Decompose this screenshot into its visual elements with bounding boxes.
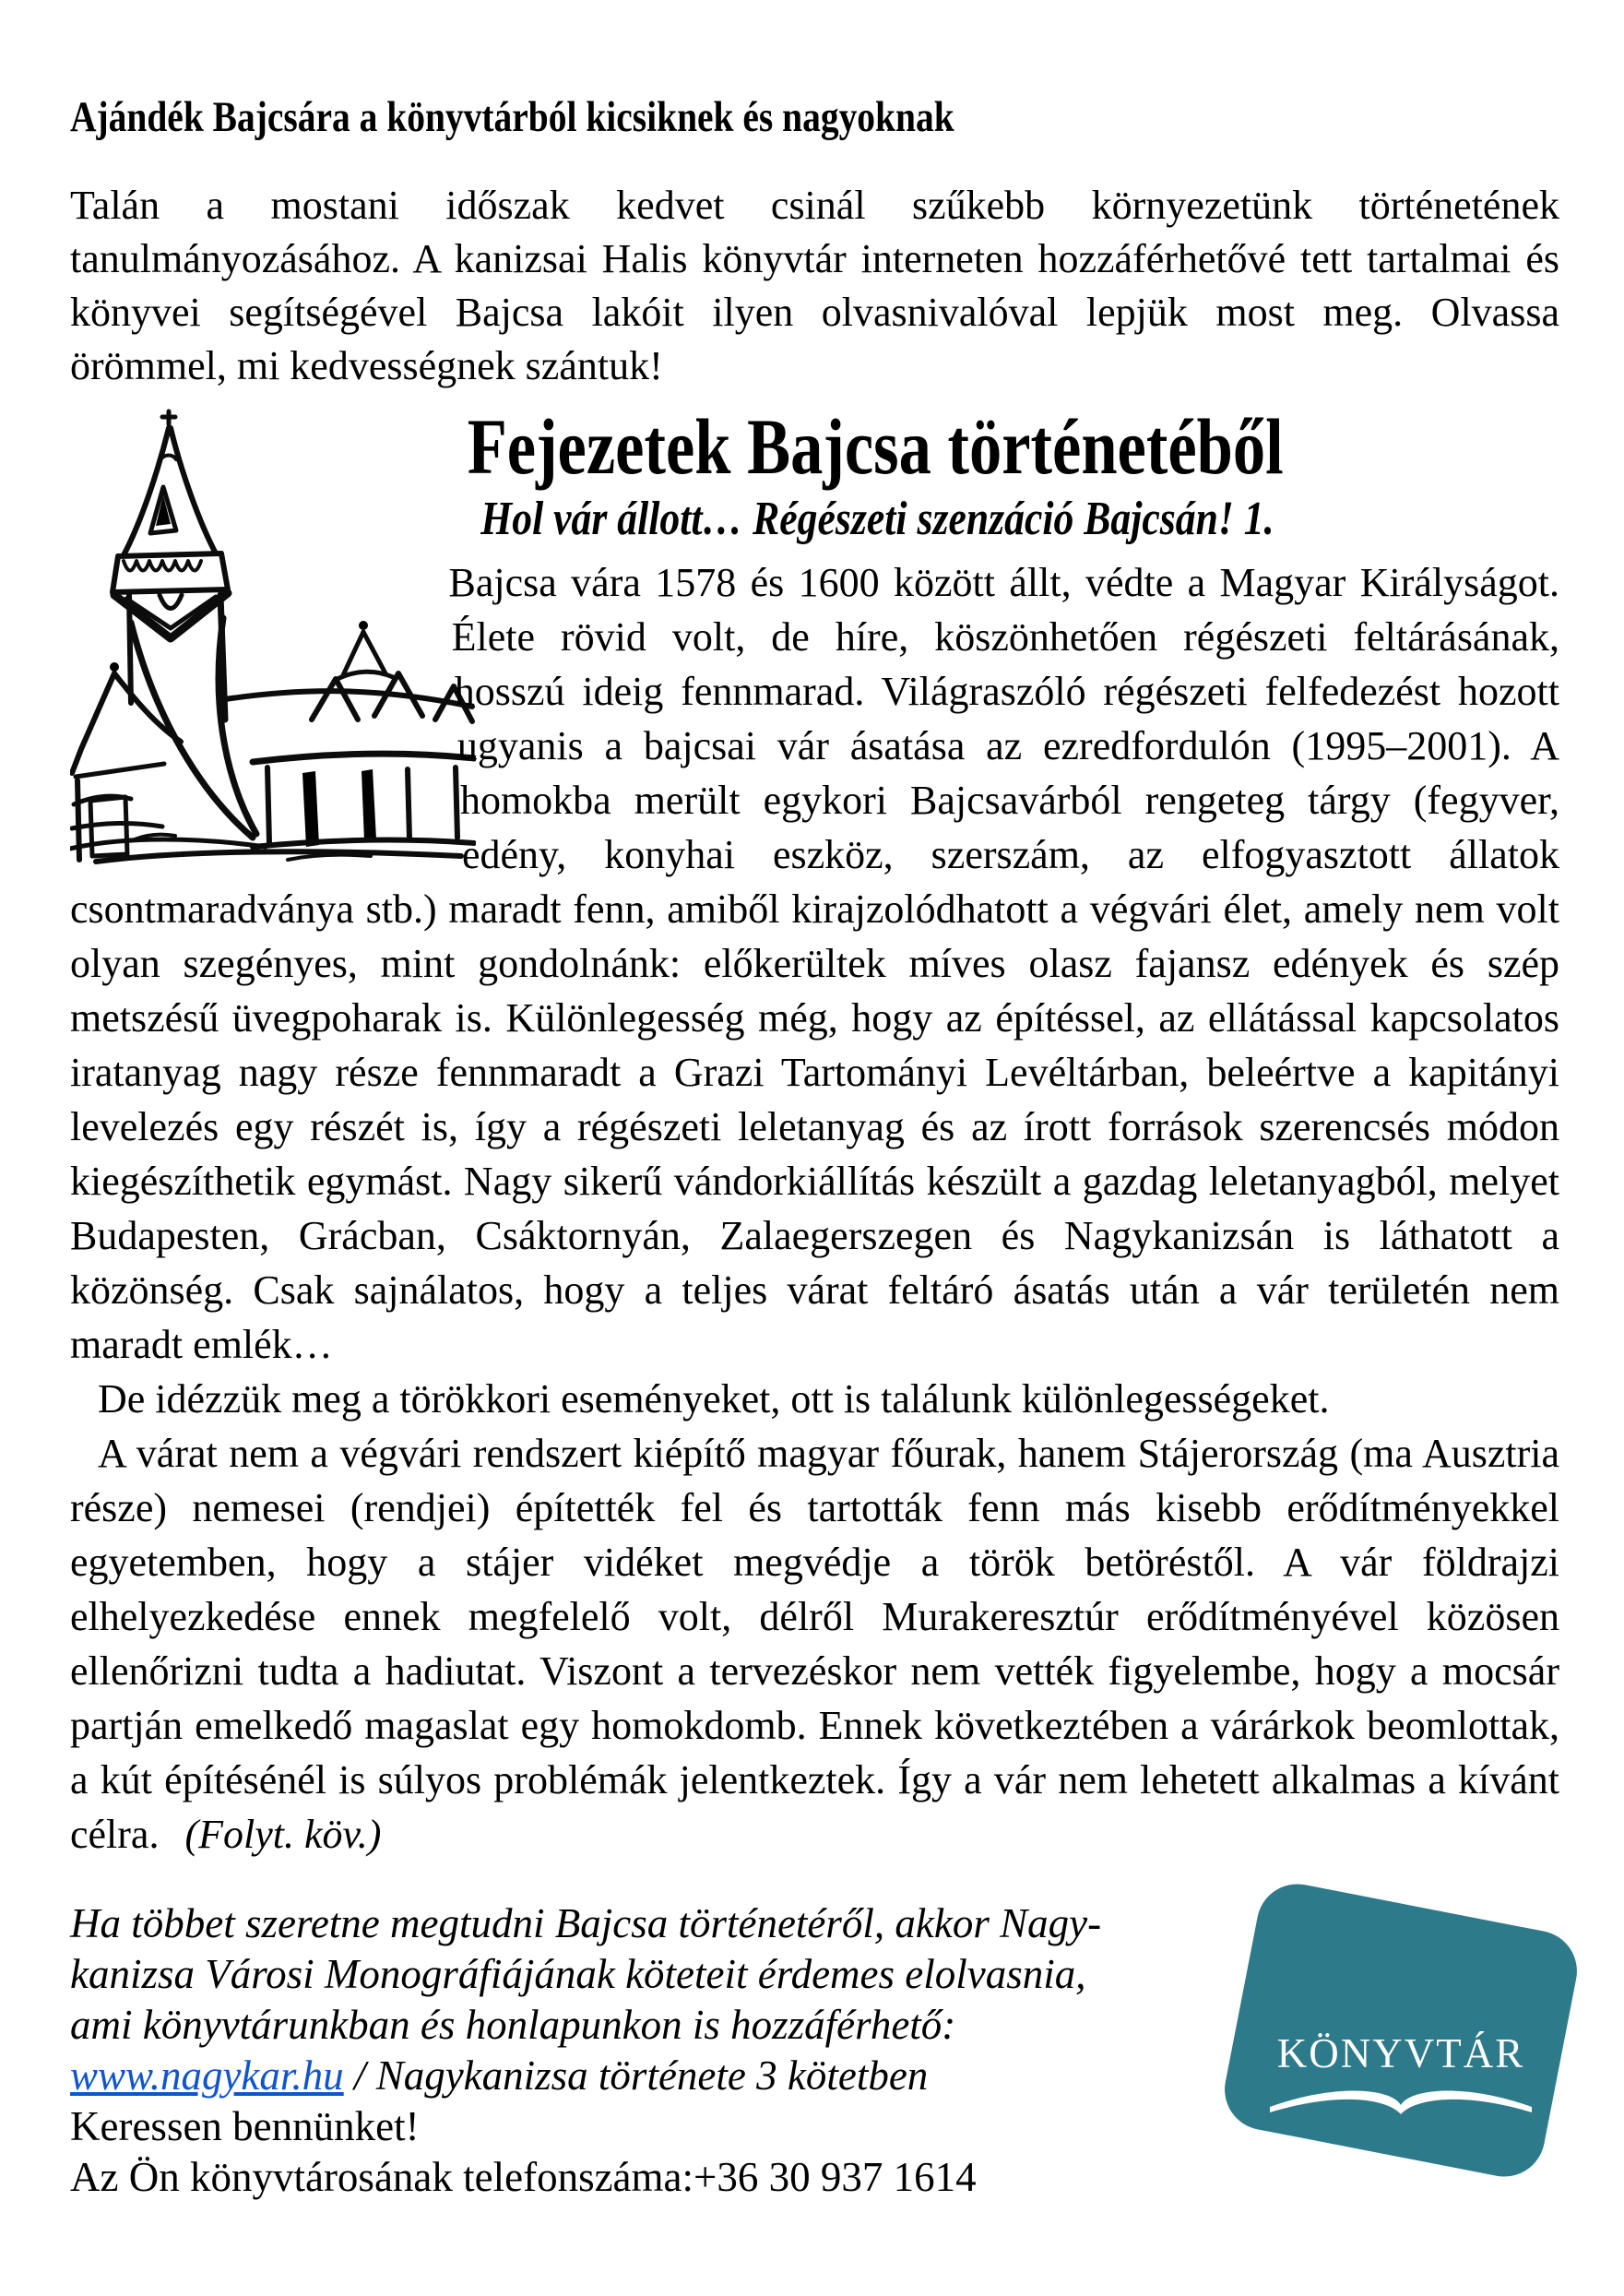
website-link[interactable]: www.nagykar.hu — [70, 2052, 344, 2099]
article-title: Fejezetek Bajcsa történetéből — [467, 402, 1284, 491]
library-logo-content — [1239, 1906, 1563, 2155]
footer — [70, 1898, 1559, 2203]
article-paragraph-2: De idézzük meg a törökkori eseményeket, ott is találunk különlegességeket. — [98, 1376, 1330, 1422]
footer-line-1: Ha többet szeretne megtudni Bajcsa történetéről, akkor Nagy- — [70, 1900, 1102, 1946]
page-title: Ajándék Bajcsára a könyvtárból kicsiknek és nagyoknak — [70, 93, 954, 141]
library-logo — [1239, 1906, 1563, 2155]
website-link-suffix: / Nagykanizsa története 3 kötetben — [343, 2052, 929, 2099]
intro-paragraph: Talán a mostani időszak kedvet csinál szűkebb környezetünk történetének tanulmányozásához. A kanizsai Halis könyvtár interneten hozzáférhetővé tett tartalmai és könyvei segítségével Bajcsa lakóit ilyen olvasnivalóval lepjük most meg. Olvassa örömmel, mi kedvességnek szántuk! — [70, 183, 1559, 388]
footer-link-line — [70, 2051, 1214, 2101]
footer-line-2: kanizsa Városi Monográfiájának köteteit érdemes elolvasnia, — [70, 1951, 1086, 1997]
footer-text-block — [70, 1898, 1214, 2203]
footer-line-5: Keressen bennünket! — [70, 2103, 420, 2149]
article-paragraph-3-text: A várat nem a végvári rendszert kiépítő magyar főurak, hanem Stájerország (ma Ausztria része) nemesei (rendjei) építették fel és tartották fenn más kisebb erődítményekkel egyetemben, hogy a stájer vidéket megvédje a török betöréstől. A vár földrajzi elhelyezkedése ennek megfelelő volt, délről Murakeresztúr erődítményével közösen ellenőrizni tudta a hadiutat. Viszont a tervezéskor nem vették figyelembe, hogy a mocsár partján emelkedő magaslat egy homokdomb. Ennek következtében a várárkok beomlottak, a kút építésénél is súlyos problémák jelentkeztek. Így a vár nem lehetett alkalmas a kívánt célra. — [70, 1431, 1559, 1857]
footer-line-3: ami könyvtárunkban és honlapunkon is hozzáférhető: — [70, 2002, 956, 2048]
footer-line-6: Az Ön könyvtárosának telefonszáma:+36 30 937 1614 — [70, 2154, 977, 2200]
article-subtitle: Hol vár állott… Régészeti szenzáció Bajcsán! 1. — [480, 493, 1274, 545]
article-paragraph-3 — [70, 1426, 1559, 1862]
article-paragraph-1: Bajcsa vára 1578 és 1600 között állt, védte a Magyar Királyságot. Élete rövid volt, de híre, köszönhetően régészeti feltárásának, hosszú ideig fennmarad. Világraszóló régészeti felfedezést hozott ugyanis a bajcsai vár ásatása az ezredfordulón (1995–2001). A homokba merült egykori Bajcsavárból rengeteg tárgy (fegyver, edény, konyhai eszköz, szerszám, az elfogyasztott állatok csontmaradványa stb.) maradt fenn, amiből kirajzolódhatott a végvári élet, amely nem volt olyan szegényes, mint gondolnánk: előkerültek míves olasz fajansz edények és szép metszésű üvegpoharak is. Különlegesség még, hogy az építéssel, az ellátással kapcsolatos iratanyag nagy része fennmaradt a Grazi Tartományi Levéltárban, beleértve a kapitányi levelezés egy részét is, így a régészeti leletanyag és az írott források szerencsés módon kiegészíthetik egymást. Nagy sikerű vándorkiállítás készült a gazdag leletanyagból, melyet Budapesten, Grácban, Csáktornyán, Zalaegerszegen és Nagykanizsán is láthatott a közönség. Csak sajnálatos, hogy a teljes várat feltáró ásatás után a vár területén nem maradt emlék… — [70, 560, 1559, 1367]
library-logo-label: KÖNYVTÁR — [1276, 2030, 1525, 2076]
continuation-note: (Folyt. köv.) — [184, 1812, 382, 1857]
open-book-icon — [1264, 2077, 1537, 2118]
article — [70, 402, 1559, 1862]
